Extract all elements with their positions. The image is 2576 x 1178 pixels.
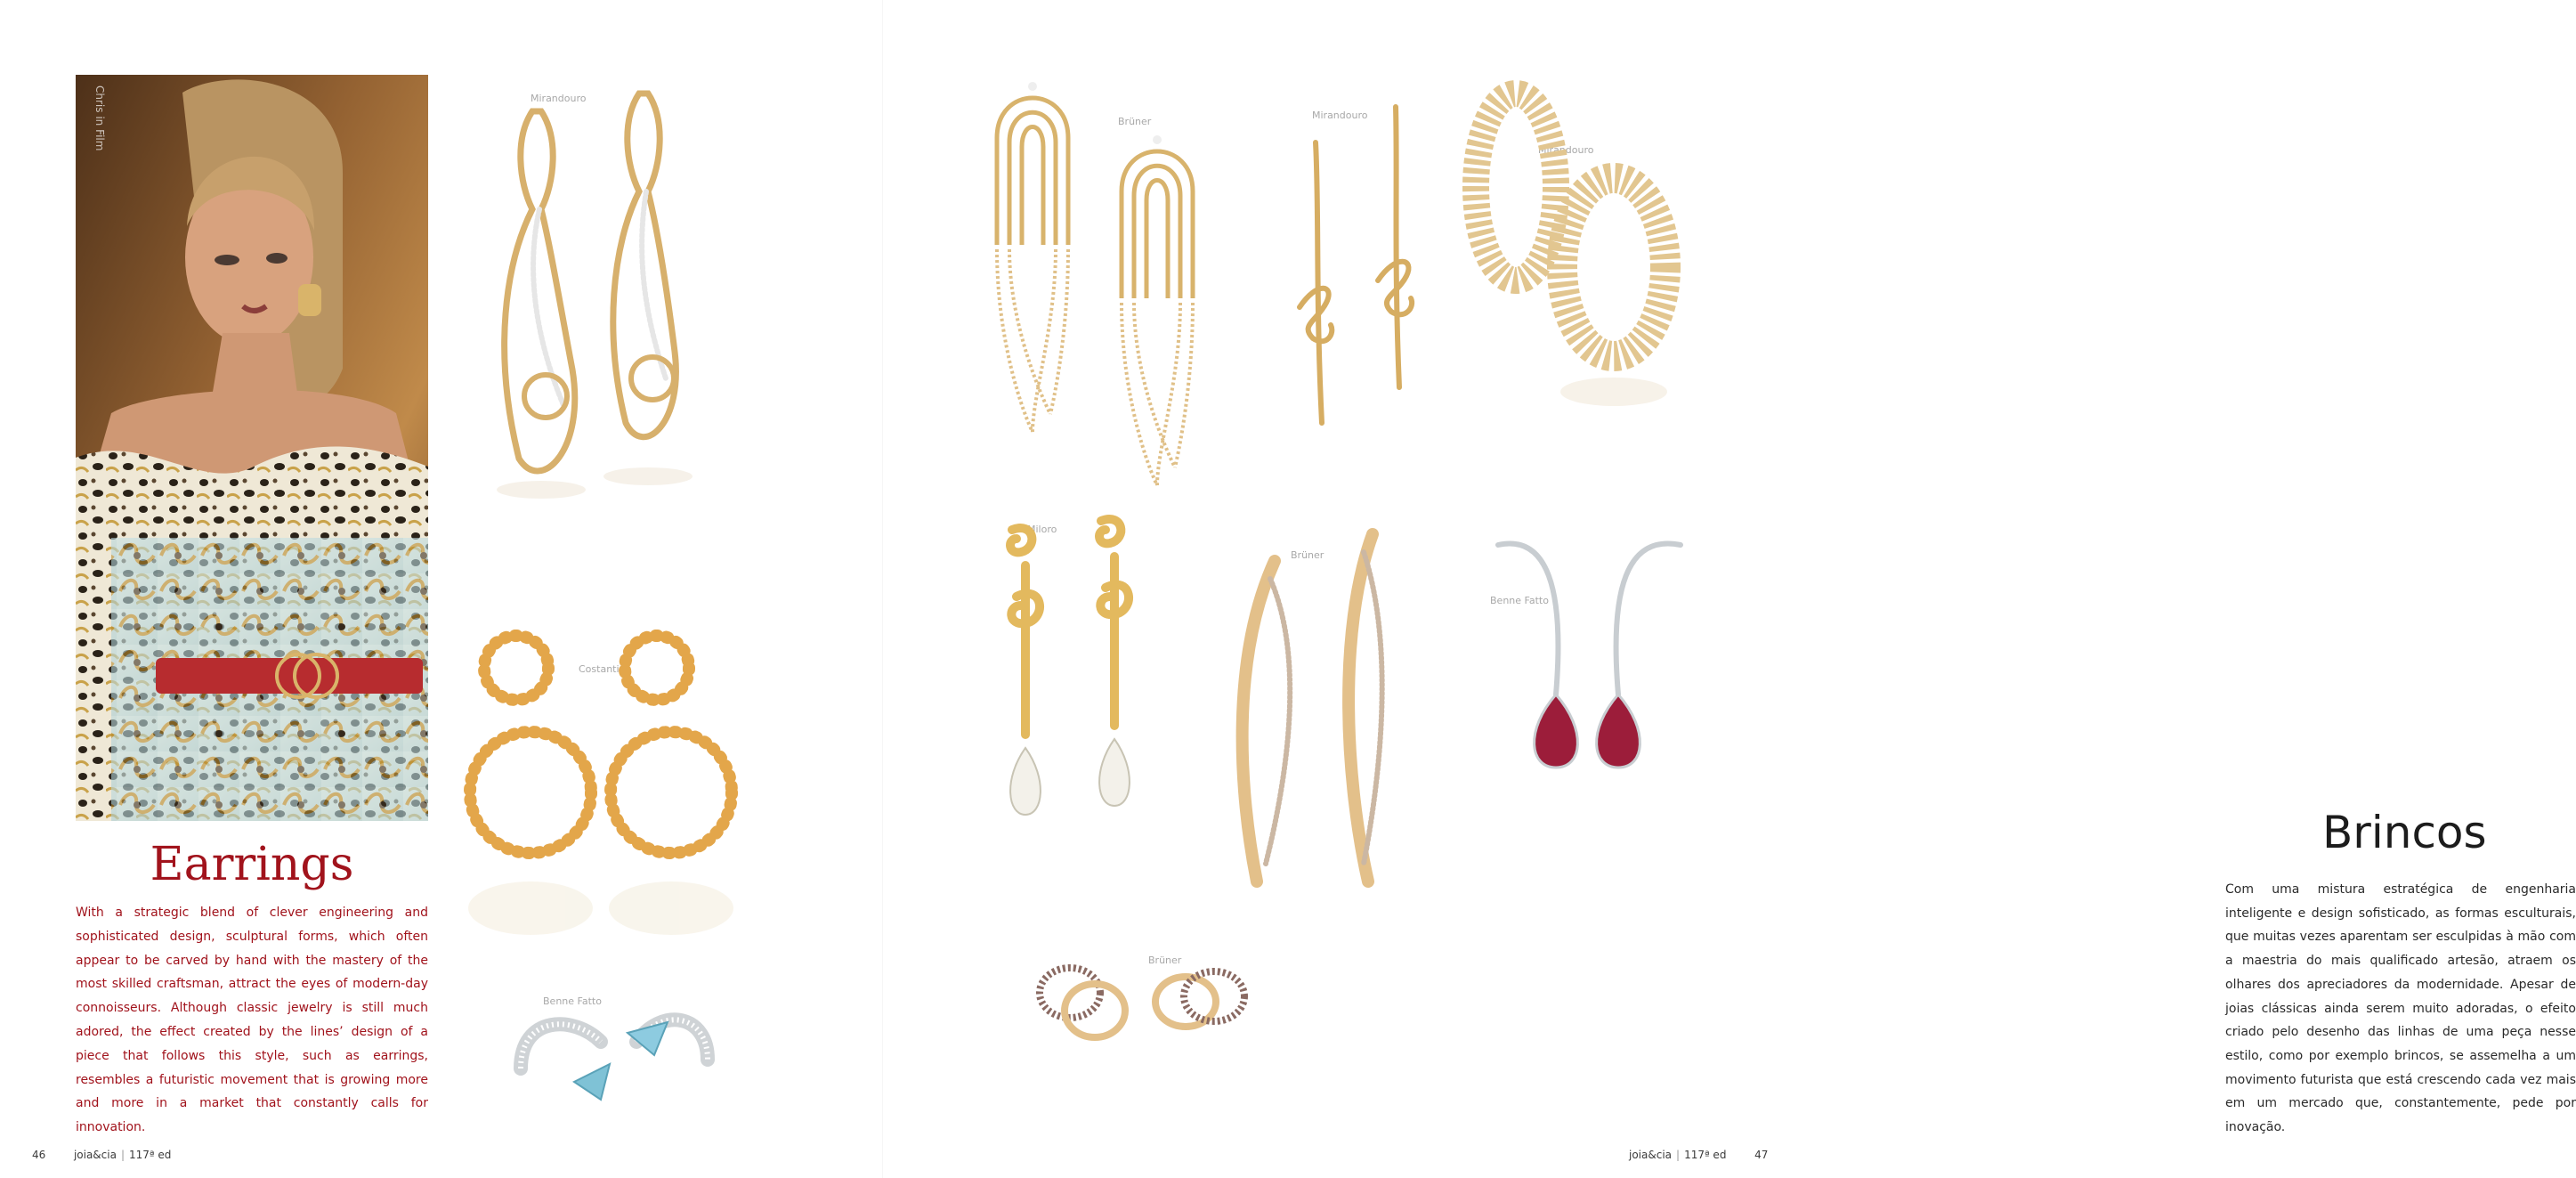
brand-label-mirandouro-1: Mirandouro bbox=[1312, 110, 1368, 121]
brand-label-mirandouro-2: Mirandouro bbox=[1538, 144, 1594, 156]
model-illustration bbox=[76, 75, 428, 821]
folio-right: joia&cia | 117ª ed 47 bbox=[1629, 1149, 1769, 1161]
brand-label-benne-fatto-right: Benne Fatto bbox=[1490, 595, 1549, 606]
section-title-brincos: Brincos bbox=[2322, 807, 2487, 858]
body-text-english: With a strategic blend of clever engineering and sophisticated design, sculptural forms, which often appear to be carved by hand with the mastery of the most skilled craftsman, attract the eyes of modern-day connoisseurs. Although classic jewelry is still much adored, the effect created by the lines’ design of a piece that follows this style, such as earrings, resembles a futuristic movement that is growing more and more in a market that constantly calls for innovation. bbox=[76, 906, 428, 1135]
edition-right: 117ª ed bbox=[1684, 1149, 1727, 1161]
brand-label-miloro: Miloro bbox=[1027, 524, 1057, 535]
brand-label-bruner-3: Brüner bbox=[1148, 955, 1182, 966]
mirandouro-wrap-earrings bbox=[1282, 102, 1438, 432]
section-title-earrings: Earrings bbox=[150, 838, 354, 891]
bruner-crossing-earrings bbox=[1221, 525, 1408, 904]
brand-label-bruner-2: Brüner bbox=[1291, 549, 1324, 561]
page-number: 46 bbox=[32, 1149, 46, 1161]
folio-left: 46 joia&cia | 117ª ed bbox=[32, 1149, 172, 1161]
costantini-bead-earrings bbox=[461, 614, 728, 971]
benne-fatto-aquamarine-earrings bbox=[503, 979, 725, 1113]
photo-credit: Chris in Film bbox=[93, 85, 106, 151]
benne-fatto-rhodolite-earrings bbox=[1494, 534, 1685, 784]
bruner-crossover-earrings bbox=[1025, 948, 1261, 1064]
page-number-right: 47 bbox=[1754, 1149, 1769, 1161]
brand-label-costantini: Costantini bbox=[579, 663, 628, 675]
magazine-name: joia&cia bbox=[73, 1149, 117, 1161]
brand-label-mirandouro: Mirandouro bbox=[531, 93, 587, 104]
right-page bbox=[883, 0, 2576, 1178]
mirandouro-ribbed-hoops bbox=[1467, 89, 1685, 410]
body-text-portuguese: Com uma mistura estratégica de engenharia inteligente e design sofisticado, as formas esculturais, que muitas vezes aparentam ser esculpidas à mão com a maestria do mais qualificado artesão, atraem os olhares dos apreciadores da modernidade. Apesar de joias clássicas ainda serem muito adoradas, o efeito criado pelo desenho das linhas de uma peça nesse estilo, como por exemplo brincos, se assemelha a um movimento futurista que está crescendo cada vez mais em um mercado que, constantemente, pede por inovação. bbox=[2225, 882, 2576, 1135]
edition: 117ª ed bbox=[129, 1149, 172, 1161]
left-page bbox=[0, 0, 883, 1178]
brand-label-bruner: Brüner bbox=[1118, 116, 1152, 127]
mirandouro-drop-earrings bbox=[488, 85, 693, 503]
brand-label-benne-fatto: Benne Fatto bbox=[543, 995, 602, 1007]
magazine-name-right: joia&cia bbox=[1629, 1149, 1673, 1161]
bruner-arch-chain-earrings bbox=[988, 76, 1209, 503]
miloro-swirl-drop-earrings bbox=[990, 512, 1146, 833]
model-photo bbox=[76, 75, 428, 821]
